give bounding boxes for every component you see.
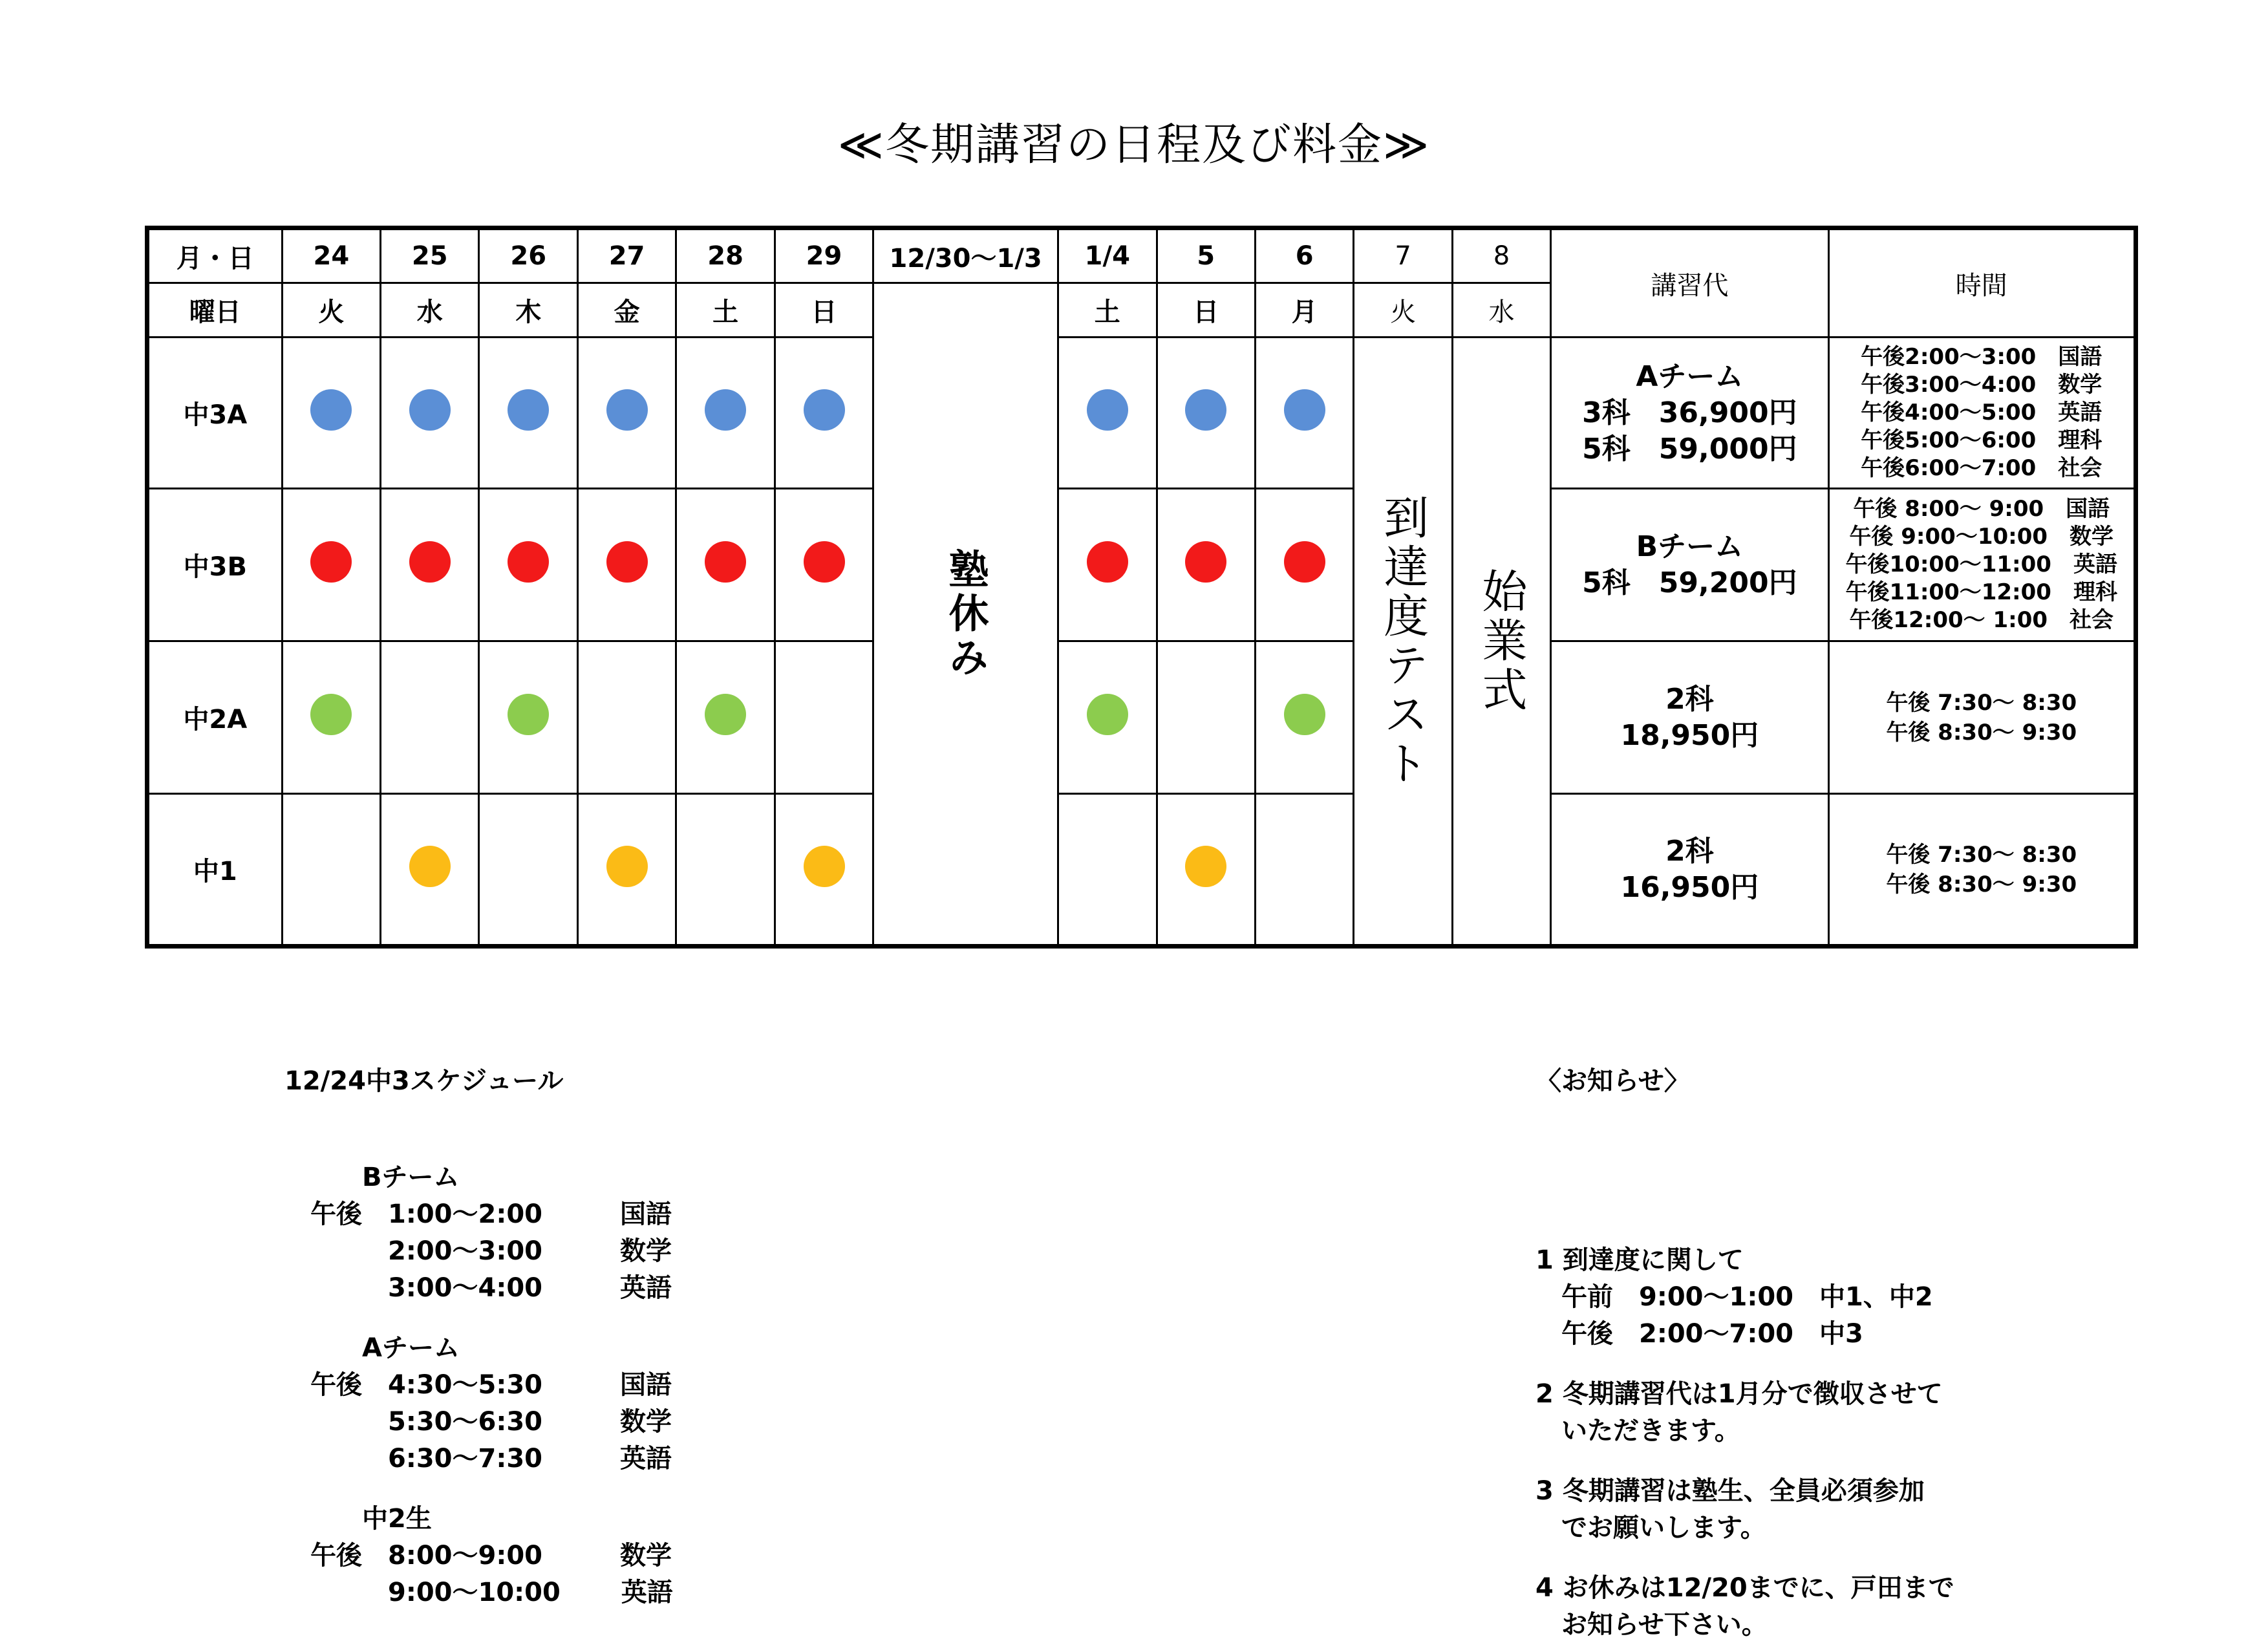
fee-line: 16,950円 [1620, 870, 1759, 904]
attendance-dot [1185, 541, 1226, 583]
attendance-dot [508, 694, 549, 735]
notice-line: でお願いします。 [1535, 1513, 1766, 1543]
date-cell: 5 [1157, 228, 1255, 283]
time-line: 午後12:00～ 1:00 社会 [1849, 607, 2114, 633]
notice-line: 午前 9:00～1:00 中1、中2 [1535, 1282, 1933, 1312]
time-line: 午後10:00～11:00 英語 [1845, 552, 2117, 577]
notice-line: いただきます。 [1535, 1416, 1740, 1446]
time-line: 午後 8:30～ 9:30 [1886, 719, 2077, 745]
test-text: 到達度テスト [1376, 493, 1429, 789]
day-cell [1058, 641, 1157, 794]
weekday-cell: 土 [1058, 283, 1157, 338]
attendance-dot [705, 389, 746, 431]
notice-line [1535, 1350, 1954, 1373]
attendance-dot [804, 541, 845, 583]
weekday-cell: 火 [282, 283, 380, 338]
schedule-line: 9:00～10:00 英語 [284, 1578, 673, 1607]
day-cell [577, 489, 676, 641]
fee-header: 講習代 [1551, 228, 1828, 338]
schedule-line: 2:00～3:00 数学 [284, 1236, 672, 1266]
notice-line: 3 冬期講習は塾生、全員必須参加 [1535, 1476, 1925, 1506]
fee-line: 18,950円 [1620, 718, 1759, 752]
fee-cell [1551, 794, 1828, 947]
date-cell: 29 [775, 228, 873, 283]
schedule-line [284, 1475, 673, 1498]
fee-line: 2科 [1665, 834, 1714, 868]
ceremony-cell [1452, 338, 1550, 947]
class-row [147, 338, 2136, 489]
schedule-line: 午後 1:00～2:00 国語 [284, 1199, 672, 1229]
time-line: 午後 8:30～ 9:30 [1886, 871, 2077, 897]
fee-cell [1551, 489, 1828, 641]
day-cell [676, 489, 775, 641]
weekday-cell: 日 [775, 283, 873, 338]
notice-line: 午後 2:00～7:00 中3 [1535, 1319, 1863, 1349]
time-line: 午後 9:00～10:00 数学 [1849, 524, 2114, 550]
day-cell [1255, 489, 1353, 641]
time-line: 午後2:00～3:00 国語 [1861, 344, 2102, 370]
row-label: 中3B [147, 489, 283, 641]
day-cell [479, 489, 577, 641]
day-cell [479, 794, 577, 947]
test-cell [1354, 338, 1452, 947]
day-cell [577, 641, 676, 794]
weekday-cell: 土 [676, 283, 775, 338]
attendance-dot [508, 541, 549, 583]
schedule-1224 [284, 1001, 673, 1607]
attendance-dot [409, 389, 451, 431]
schedule-heading: 12/24中3スケジュール [284, 1066, 564, 1096]
fee-line: 5科 59,200円 [1582, 566, 1797, 599]
fee-cell [1551, 338, 1828, 489]
day-cell [775, 641, 873, 794]
date-cell: 24 [282, 228, 380, 283]
day-cell [1157, 338, 1255, 489]
notice-line: 4 お休みは12/20までに、戸田まで [1535, 1573, 1954, 1603]
notice-line [1535, 1447, 1954, 1470]
time-line: 午後 8:00～ 9:00 国語 [1853, 496, 2110, 522]
date-cell: 8 [1452, 228, 1550, 283]
date-cell: 28 [676, 228, 775, 283]
date-cell: 7 [1354, 228, 1452, 283]
notice-line: お知らせ下さい。 [1535, 1610, 1768, 1640]
attendance-dot [1284, 694, 1325, 735]
notice-heading: 〈お知らせ〉 [1535, 1066, 1690, 1096]
day-cell [676, 794, 775, 947]
attendance-dot [804, 389, 845, 431]
day-cell [282, 338, 380, 489]
weekday-cell: 月 [1255, 283, 1353, 338]
day-cell [1157, 794, 1255, 947]
attendance-dot [606, 846, 648, 887]
day-cell [577, 338, 676, 489]
attendance-dot [606, 541, 648, 583]
weekday-cell: 日 [1157, 283, 1255, 338]
fee-line: 2科 [1665, 682, 1714, 716]
time-cell [1828, 794, 2136, 947]
day-cell [1255, 338, 1353, 489]
holiday-cell [873, 283, 1058, 947]
class-row [147, 794, 2136, 947]
header-weekday: 曜日 [147, 283, 283, 338]
attendance-dot [310, 694, 352, 735]
weekday-cell: 水 [1452, 283, 1550, 338]
time-header: 時間 [1828, 228, 2136, 338]
day-cell [282, 794, 380, 947]
time-line: 午後6:00～7:00 社会 [1861, 455, 2102, 481]
schedule-line [284, 1304, 673, 1327]
weekday-cell: 火 [1354, 283, 1452, 338]
date-cell: 1/4 [1058, 228, 1157, 283]
weekday-cell: 金 [577, 283, 676, 338]
day-cell [479, 641, 577, 794]
time-line: 午後 7:30～ 8:30 [1886, 689, 2077, 716]
attendance-dot [310, 541, 352, 583]
date-row [147, 228, 2136, 283]
date-cell: 12/30～1/3 [873, 228, 1058, 283]
schedule-line: 午後 8:00～9:00 数学 [284, 1541, 672, 1571]
day-cell [775, 489, 873, 641]
notice-section [1535, 1001, 1954, 1640]
schedule-line: Bチーム [284, 1163, 460, 1192]
fee-line: 5科 59,000円 [1582, 432, 1797, 466]
attendance-dot [705, 541, 746, 583]
day-cell [282, 489, 380, 641]
schedule-line: 午後 4:30～5:30 国語 [284, 1370, 672, 1400]
day-cell [577, 794, 676, 947]
row-label: 中1 [147, 794, 283, 947]
time-line: 午後5:00～6:00 理科 [1861, 427, 2102, 453]
attendance-dot [409, 541, 451, 583]
ceremony-text: 始業式 [1475, 567, 1528, 715]
notice-line: 1 到達度に関して [1535, 1245, 1744, 1275]
date-cell: 27 [577, 228, 676, 283]
notice-line [1535, 1544, 1954, 1567]
row-label: 中3A [147, 338, 283, 489]
day-cell [381, 338, 479, 489]
attendance-dot [409, 846, 451, 887]
schedule-line: 6:30～7:30 英語 [284, 1444, 672, 1474]
notice-line: 2 冬期講習代は1月分で徴収させて [1535, 1379, 1943, 1409]
weekday-cell: 木 [479, 283, 577, 338]
fee-line: Bチーム [1636, 530, 1744, 563]
schedule-table [145, 226, 2138, 949]
day-cell [381, 641, 479, 794]
attendance-dot [1087, 541, 1128, 583]
fee-line: Aチーム [1636, 359, 1744, 393]
attendance-dot [508, 389, 549, 431]
day-cell [676, 338, 775, 489]
day-cell [1255, 794, 1353, 947]
day-cell [1157, 489, 1255, 641]
time-line: 午後4:00～5:00 英語 [1861, 400, 2102, 425]
time-cell [1828, 489, 2136, 641]
time-line: 午後 7:30～ 8:30 [1886, 841, 2077, 868]
day-cell [1157, 641, 1255, 794]
weekday-cell: 水 [381, 283, 479, 338]
attendance-dot [606, 389, 648, 431]
time-cell [1828, 338, 2136, 489]
fee-cell [1551, 641, 1828, 794]
day-cell [676, 641, 775, 794]
holiday-text: 塾休み [942, 548, 990, 680]
time-cell [1828, 641, 2136, 794]
header-month-day: 月・日 [147, 228, 283, 283]
row-label: 中2A [147, 641, 283, 794]
day-cell [282, 641, 380, 794]
time-line: 午後11:00～12:00 理科 [1845, 579, 2117, 605]
date-cell: 26 [479, 228, 577, 283]
day-cell [1058, 489, 1157, 641]
day-cell [775, 794, 873, 947]
schedule-line: 3:00～4:00 英語 [284, 1273, 672, 1303]
date-cell: 6 [1255, 228, 1353, 283]
day-cell [1058, 338, 1157, 489]
day-cell [479, 338, 577, 489]
attendance-dot [1284, 389, 1325, 431]
attendance-dot [1185, 846, 1226, 887]
day-cell [381, 794, 479, 947]
schedule-line: 中2生 [284, 1504, 432, 1534]
date-cell: 25 [381, 228, 479, 283]
attendance-dot [1087, 694, 1128, 735]
day-cell [1058, 794, 1157, 947]
attendance-dot [1185, 389, 1226, 431]
attendance-dot [1284, 541, 1325, 583]
schedule-line: Aチーム [284, 1333, 460, 1363]
attendance-dot [804, 846, 845, 887]
day-cell [381, 489, 479, 641]
attendance-dot [705, 694, 746, 735]
class-row [147, 489, 2136, 641]
attendance-dot [310, 389, 352, 431]
page-title: ≪冬期講習の日程及び料金≫ [837, 120, 1431, 171]
schedule-line: 5:30～6:30 数学 [284, 1407, 672, 1437]
fee-line: 3科 36,900円 [1582, 396, 1797, 429]
attendance-dot [1087, 389, 1128, 431]
day-cell [775, 338, 873, 489]
time-line: 午後3:00～4:00 数学 [1861, 372, 2102, 398]
class-row [147, 641, 2136, 794]
day-cell [1255, 641, 1353, 794]
